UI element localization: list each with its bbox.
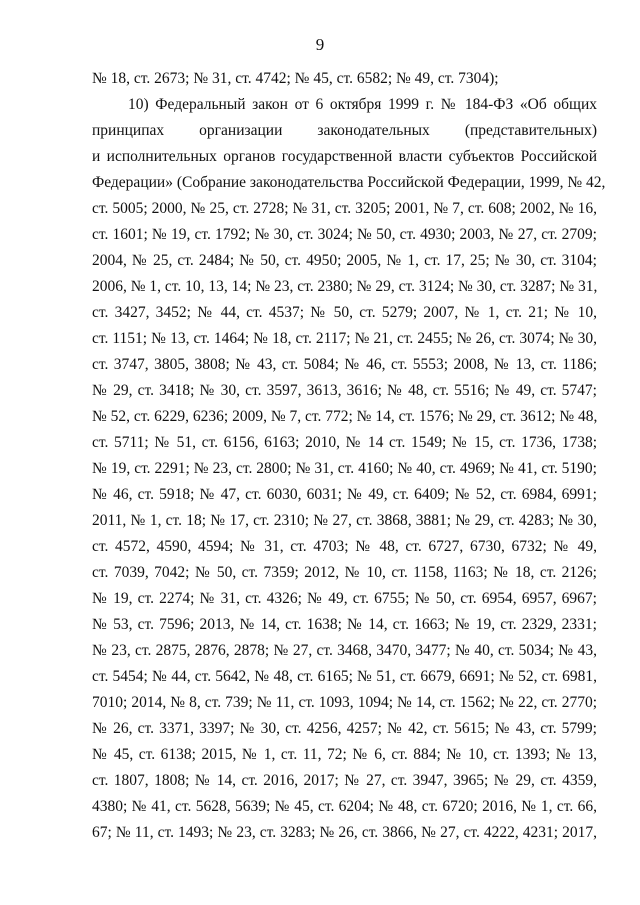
text-line: Федерации» (Собрание законодательства Российской Федерации, 1999, № 42, — [92, 174, 606, 191]
document-body — [92, 66, 606, 846]
text-line: 10) Федеральный закон от 6 октября 1999 г. № 184-ФЗ «Об общих — [128, 96, 597, 113]
text-line: 2006, № 1, ст. 10, 13, 14; № 23, ст. 2380; № 29, ст. 3124; № 30, ст. 3287; № 31, — [92, 278, 598, 295]
text-line: ст. 3747, 3805, 3808; № 43, ст. 5084; № 46, ст. 5553; 2008, № 13, ст. 1186; — [92, 356, 597, 373]
text-line: 2011, № 1, ст. 18; № 17, ст. 2310; № 27, ст. 3868, 3881; № 29, ст. 4283; № 30, — [92, 512, 597, 529]
text-line: № 18, ст. 2673; № 31, ст. 4742; № 45, ст. 6582; № 49, ст. 7304); — [92, 70, 499, 87]
text-line: 2004, № 25, ст. 2484; № 50, ст. 4950; 2005, № 1, ст. 17, 25; № 30, ст. 3104; — [92, 252, 597, 269]
text-line: № 29, ст. 3418; № 30, ст. 3597, 3613, 3616; № 48, ст. 5516; № 49, ст. 5747; — [92, 382, 597, 399]
text-line: ст. 5454; № 44, ст. 5642, № 48, ст. 6165; № 51, ст. 6679, 6691; № 52, ст. 6981, — [92, 668, 597, 685]
text-line: и исполнительных органов государственной власти субъектов Российской — [92, 148, 597, 165]
text-line: ст. 3427, 3452; № 44, ст. 4537; № 50, ст. 5279; 2007, № 1, ст. 21; № 10, — [92, 304, 597, 321]
text-line: ст. 1151; № 13, ст. 1464; № 18, ст. 2117; № 21, ст. 2455; № 26, ст. 3074; № 30, — [92, 330, 597, 347]
text-line: 67; № 11, ст. 1493; № 23, ст. 3283; № 26, ст. 3866, № 27, ст. 4222, 4231; 2017, — [92, 824, 597, 841]
text-line: 7010; 2014, № 8, ст. 739; № 11, ст. 1093, 1094; № 14, ст. 1562; № 22, ст. 2770; — [92, 694, 597, 711]
text-line: ст. 1807, 1808; № 14, ст. 2016, 2017; № 27, ст. 3947, 3965; № 29, ст. 4359, — [92, 772, 597, 789]
text-line: ст. 5005; 2000, № 25, ст. 2728; № 31, ст. 3205; 2001, № 7, ст. 608; 2002, № 16, — [92, 200, 597, 217]
text-line: № 23, ст. 2875, 2876, 2878; № 27, ст. 3468, 3470, 3477; № 40, ст. 5034; № 43, — [92, 642, 597, 659]
text-line: № 53, ст. 7596; 2013, № 14, ст. 1638; № 14, ст. 1663; № 19, ст. 2329, 2331; — [92, 616, 597, 633]
text-line: ст. 5711; № 51, ст. 6156, 6163; 2010, № 14 ст. 1549; № 15, ст. 1736, 1738; — [92, 434, 597, 451]
text-line: ст. 4572, 4590, 4594; № 31, ст. 4703; № 48, ст. 6727, 6730, 6732; № 49, — [92, 538, 597, 555]
text-line: № 46, ст. 5918; № 47, ст. 6030, 6031; № 49, ст. 6409; № 52, ст. 6984, 6991; — [92, 486, 597, 503]
text-line: 4380; № 41, ст. 5628, 5639; № 45, ст. 6204; № 48, ст. 6720; 2016, № 1, ст. 66, — [92, 798, 597, 815]
text-line: № 19, ст. 2274; № 31, ст. 4326; № 49, ст. 6755; № 50, ст. 6954, 6957, 6967; — [92, 590, 597, 607]
text-line: № 26, ст. 3371, 3397; № 30, ст. 4256, 4257; № 42, ст. 5615; № 43, ст. 5799; — [92, 720, 597, 737]
text-line: ст. 1601; № 19, ст. 1792; № 30, ст. 3024; № 50, ст. 4930; 2003, № 27, ст. 2709; — [92, 226, 597, 243]
text-line: № 52, ст. 6229, 6236; 2009, № 7, ст. 772; № 14, ст. 1576; № 29, ст. 3612; № 48, — [92, 408, 598, 425]
text-line: ст. 7039, 7042; № 50, ст. 7359; 2012, № 10, ст. 1158, 1163; № 18, ст. 2126; — [92, 564, 597, 581]
text-line: № 45, ст. 6138; 2015, № 1, ст. 11, 72; № 6, ст. 884; № 10, ст. 1393; № 13, — [92, 746, 597, 763]
text-line: принципах организации законодательных (представительных) — [92, 122, 597, 139]
text-line: № 19, ст. 2291; № 23, ст. 2800; № 31, ст. 4160; № 40, ст. 4969; № 41, ст. 5190; — [92, 460, 597, 477]
page-number: 9 — [315, 35, 325, 54]
